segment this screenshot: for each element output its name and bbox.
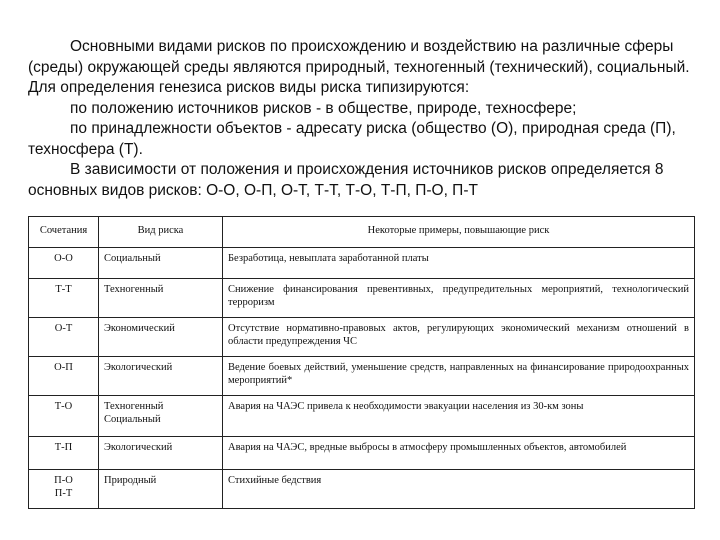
table-header-row xyxy=(29,217,695,248)
example-cell: Отсутствие нормативно-правовых актов, регулирующих экономический механизм отношений в области предупреждения ЧС xyxy=(223,318,695,357)
risk-type-label: Экологический xyxy=(104,362,173,373)
table-row xyxy=(29,396,695,437)
combination-cell xyxy=(29,279,99,318)
header-combinations: Сочетания xyxy=(29,217,99,248)
risk-type-label: Техногенный xyxy=(104,284,164,295)
header-risk-type: Вид риска xyxy=(99,217,223,248)
table-row xyxy=(29,279,695,318)
combination-label: О-О xyxy=(54,253,73,264)
risk-types-table xyxy=(28,216,695,509)
combination-cell xyxy=(29,437,99,470)
intro-paragraph-3: по принадлежности объектов - адресату риска (общество (О), природная среда (П), техносфера (Т). xyxy=(28,120,676,158)
example-cell: Ведение боевых действий, уменьшение средств, направленных на финансирование природоохранных мероприятий* xyxy=(223,357,695,396)
risk-type-cell xyxy=(99,437,223,470)
combination-cell xyxy=(29,396,99,437)
combination-label: О-Т xyxy=(54,323,73,334)
combination-cell xyxy=(29,470,99,509)
table-row xyxy=(29,437,695,470)
risk-type-cell xyxy=(99,248,223,279)
combination-cell xyxy=(29,357,99,396)
table-row xyxy=(29,470,695,509)
risk-type-label: Социальный xyxy=(104,253,161,264)
combination-label: Т-Т xyxy=(55,284,72,295)
intro-paragraph-1: Основными видами рисков по происхождению и воздействию на различные сферы (среды) окружающей среды являются природный, техногенный (технический), социальный. Для определения генезиса рисков виды риска типизируются: xyxy=(28,38,690,96)
risk-type-label: Природный xyxy=(104,475,157,486)
example-cell: Снижение финансирования превентивных, предупредительных мероприятий, технологический терроризм xyxy=(223,279,695,318)
example-cell: Авария на ЧАЭС, вредные выбросы в атмосферу промышленных объектов, автомобилей xyxy=(223,437,695,470)
risk-type-cell xyxy=(99,396,223,437)
header-examples: Некоторые примеры, повышающие риск xyxy=(223,217,695,248)
combination-cell xyxy=(29,248,99,279)
risk-type-label: Социальный xyxy=(104,414,161,425)
table-row xyxy=(29,248,695,279)
risk-type-label: Экологический xyxy=(104,442,173,453)
risk-type-cell xyxy=(99,279,223,318)
risk-type-cell xyxy=(99,470,223,509)
combination-label: О-П xyxy=(54,362,73,373)
intro-text xyxy=(28,37,692,201)
example-cell: Авария на ЧАЭС привела к необходимости эвакуации населения из 30-км зоны xyxy=(223,396,695,437)
intro-paragraph-4: В зависимости от положения и происхождения источников рисков определяется 8 основных видов рисков: О-О, О-П, О-Т, Т-Т, Т-О, Т-П, П-О, П-Т xyxy=(28,161,664,199)
example-cell: Безработица, невыплата заработанной платы xyxy=(223,248,695,279)
table-row xyxy=(29,357,695,396)
risk-type-cell xyxy=(99,357,223,396)
combination-label: Т-П xyxy=(54,442,73,453)
risk-type-label: Техногенный xyxy=(104,401,164,412)
table-row xyxy=(29,318,695,357)
combination-label: П-О xyxy=(54,475,73,486)
combination-label: Т-О xyxy=(54,401,73,412)
intro-paragraph-2: по положению источников рисков - в обществе, природе, техносфере; xyxy=(70,99,577,117)
combination-label: П-Т xyxy=(54,488,73,499)
combination-cell xyxy=(29,318,99,357)
example-cell: Стихийные бедствия xyxy=(223,470,695,509)
risk-type-cell xyxy=(99,318,223,357)
risk-type-label: Экономический xyxy=(104,323,175,334)
